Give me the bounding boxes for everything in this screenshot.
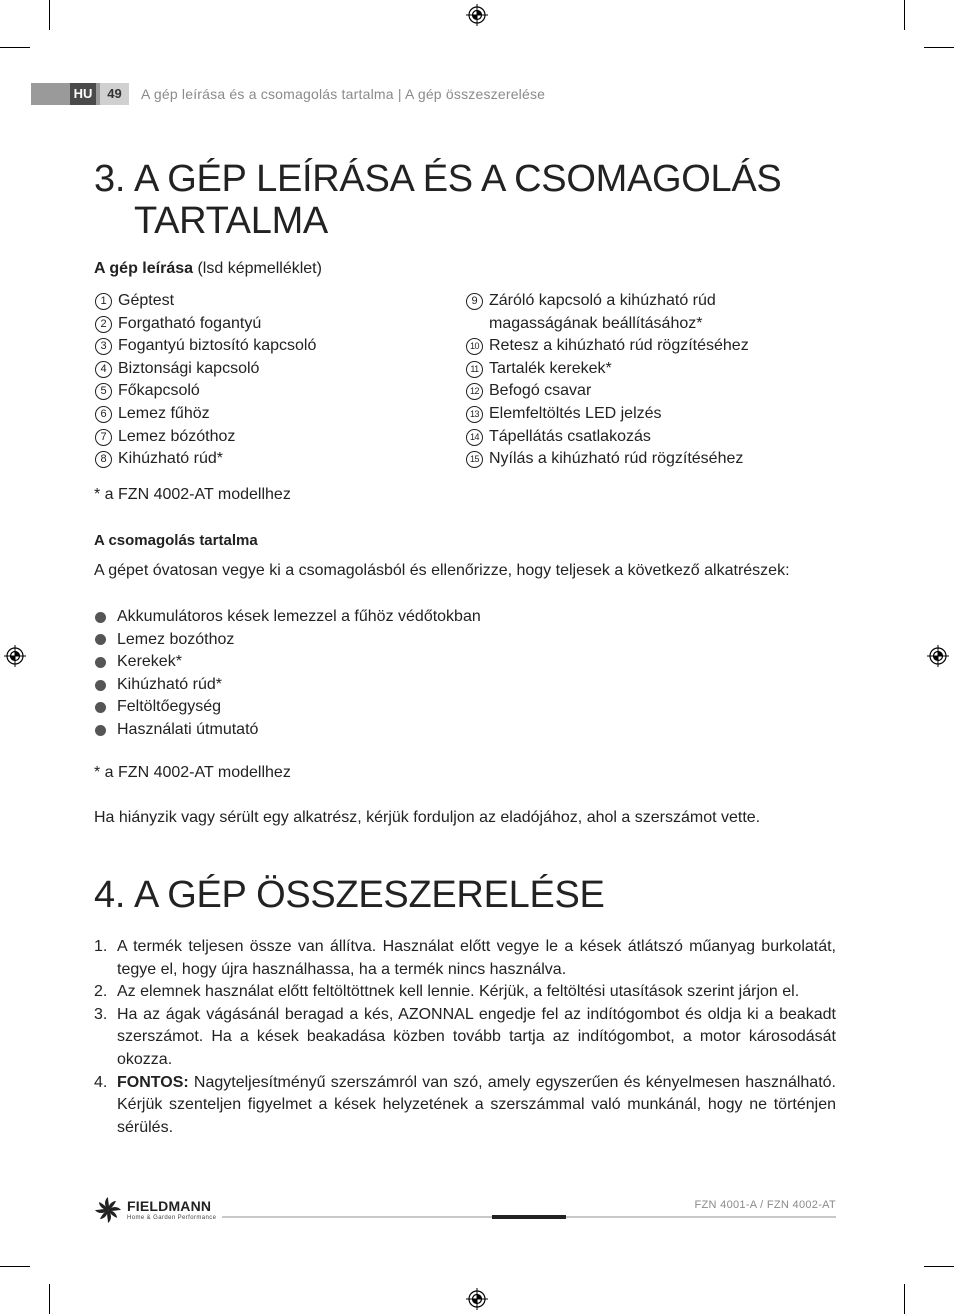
list-item [95, 651, 481, 674]
description-heading: A gép leírása [94, 260, 194, 277]
part-label: Biztonsági kapcsoló [118, 359, 260, 377]
package-item: Használati útmutató [117, 720, 259, 738]
package-contents-list [95, 606, 481, 742]
bullet-icon [95, 680, 106, 691]
package-item: Akkumulátoros kések lemezzel a fűhöz védőtokban [117, 608, 481, 625]
list-item [95, 426, 316, 449]
list-item [466, 358, 749, 381]
registration-mark-icon [466, 1288, 488, 1310]
step-text: A termék teljesen össze van állítva. Használat előtt vegye le a kések átlátszó műanyag burkolatát, tegye el, hogy újra használhassa, ha a termék nincs használva. [117, 938, 836, 978]
running-title: A gép leírása és a csomagolás tartalma | A gép összeszerelése [141, 86, 546, 102]
part-number: 1 [95, 293, 112, 310]
part-number: 7 [95, 429, 112, 446]
package-item: Kihúzható rúd* [117, 675, 222, 693]
part-label: Tartalék kerekek* [489, 359, 612, 377]
list-item [95, 448, 316, 471]
list-item [466, 335, 749, 358]
step-text: Az elemnek használat előtt feltöltöttnek kell lennie. Kérjük, a feltöltési utasítások szerint járjon el. [117, 983, 800, 1001]
section-4-number: 4. [94, 874, 126, 916]
part-label: Nyílás a kihúzható rúd rögzítéséhez [489, 450, 744, 468]
part-number: 8 [95, 451, 112, 468]
bullet-icon [95, 725, 106, 736]
part-number: 9 [466, 293, 483, 310]
list-item-continuation [466, 313, 749, 336]
list-item [466, 380, 749, 403]
crop-mark [904, 1284, 905, 1314]
list-item [466, 403, 749, 426]
list-item [466, 290, 749, 313]
registration-mark-icon [4, 645, 26, 667]
part-number: 15 [466, 451, 483, 468]
description-heading-line [94, 260, 322, 278]
part-label: Befogó csavar [489, 382, 592, 400]
crop-mark [904, 0, 905, 30]
part-number: 3 [95, 338, 112, 355]
parts-list-right [466, 290, 749, 471]
step-text-body: Nagyteljesítményű szerszámról van szó, amely egyszerűen és kényelmesen használható. Kérjük szenteljen figyelmet a kések helyzetének a szerszámmal való munkánál, hogy ne történjen sérülés. [117, 1073, 836, 1136]
footer-divider-accent [492, 1215, 566, 1219]
list-item [95, 719, 481, 742]
model-note: * a FZN 4002-AT modellhez [94, 764, 291, 781]
list-item [95, 358, 316, 381]
registration-mark-icon [927, 645, 949, 667]
section-3-title [94, 158, 781, 242]
list-item [95, 606, 481, 629]
part-number: 12 [466, 383, 483, 400]
crop-mark [49, 0, 50, 30]
list-item [95, 380, 316, 403]
step-number: 2. [94, 983, 108, 1001]
bullet-icon [95, 634, 106, 645]
part-number: 4 [95, 361, 112, 378]
part-label: Elemfeltöltés LED jelzés [489, 404, 662, 422]
list-item [94, 1004, 836, 1072]
list-item [466, 426, 749, 449]
part-label-continued: magasságának beállításához* [489, 314, 703, 332]
step-number: 3. [94, 1005, 108, 1023]
part-number: 11 [466, 361, 483, 378]
crop-mark [0, 47, 30, 48]
list-item [95, 403, 316, 426]
registration-mark-icon [466, 4, 488, 26]
crop-mark [924, 1266, 954, 1267]
step-number: 4. [94, 1073, 108, 1091]
package-intro: A gépet óvatosan vegye ki a csomagolásból és ellenőrizze, hogy teljesek a következő alkatrészek: [94, 562, 790, 579]
list-item [95, 313, 316, 336]
bullet-icon [95, 657, 106, 668]
part-label: Géptest [118, 292, 175, 309]
section-3-title-line2: TARTALMA [134, 200, 328, 242]
step-number: 1. [94, 938, 108, 955]
part-number: 5 [95, 383, 112, 400]
page-number: 49 [100, 83, 129, 105]
parts-list-left [95, 290, 316, 471]
logo-text [127, 1199, 216, 1221]
bullet-icon [95, 702, 106, 713]
assembly-steps [94, 936, 836, 1139]
fieldmann-logo-icon [94, 1196, 122, 1224]
crop-mark [924, 47, 954, 48]
part-label: Forgatható fogantyú [118, 314, 262, 332]
brand-name: FIELDMANN [127, 1198, 212, 1214]
package-item: Feltöltőegység [117, 698, 222, 716]
section-3-number: 3. [94, 158, 126, 200]
list-item [95, 696, 481, 719]
list-item [95, 335, 316, 358]
fieldmann-logo [94, 1196, 216, 1224]
list-item [95, 674, 481, 697]
list-item [466, 448, 749, 471]
part-label: Lemez fűhöz [118, 404, 210, 422]
section-4-title [94, 874, 605, 916]
part-number: 2 [95, 316, 112, 333]
part-number: 10 [466, 338, 483, 355]
package-item: Kerekek* [117, 653, 182, 671]
list-item [95, 290, 316, 313]
language-badge: HU [70, 83, 96, 105]
missing-parts-note: Ha hiányzik vagy sérült egy alkatrész, kérjük forduljon az eladójához, ahol a szerszámot vette. [94, 809, 761, 826]
part-label: Lemez bózóthoz [118, 427, 236, 445]
part-label: Főkapcsoló [118, 382, 200, 400]
model-note: * a FZN 4002-AT modellhez [94, 486, 291, 503]
step-text [117, 1072, 836, 1140]
part-label: Záróló kapcsoló a kihúzható rúd [489, 292, 716, 309]
part-label: Kihúzható rúd* [118, 450, 223, 468]
section-4-title-text: A GÉP ÖSSZESZERELÉSE [134, 874, 605, 916]
part-label: Fogantyú biztosító kapcsoló [118, 337, 317, 355]
important-label: FONTOS: [117, 1073, 189, 1091]
package-heading: A csomagolás tartalma [94, 532, 258, 549]
section-3-title-line1: A GÉP LEÍRÁSA ÉS A CSOMAGOLÁS [134, 158, 782, 200]
list-item [95, 629, 481, 652]
bullet-icon [95, 612, 106, 623]
model-number: FZN 4001-A / FZN 4002-AT [694, 1199, 836, 1211]
part-label: Tápellátás csatlakozás [489, 427, 651, 445]
part-number: 13 [466, 406, 483, 423]
part-number: 6 [95, 406, 112, 423]
step-text: Ha az ágak vágásánál beragad a kés, AZONNAL engedje fel az indítógombot és oldja ki a beakadt szerszámot. Ha a kések beakadása közben tovább tartja az indítógombot, a motor károsodását okozza. [117, 1005, 836, 1068]
description-note: (lsd képmelléklet) [197, 260, 322, 277]
list-item [94, 981, 836, 1004]
crop-mark [49, 1284, 50, 1314]
part-number: 14 [466, 429, 483, 446]
crop-mark [0, 1266, 30, 1267]
part-label: Retesz a kihúzható rúd rögzítéséhez [489, 337, 749, 355]
package-item: Lemez bozóthoz [117, 630, 235, 648]
list-item [94, 1072, 836, 1140]
brand-tagline: Home & Garden Performance [127, 1215, 217, 1221]
list-item [94, 936, 836, 981]
